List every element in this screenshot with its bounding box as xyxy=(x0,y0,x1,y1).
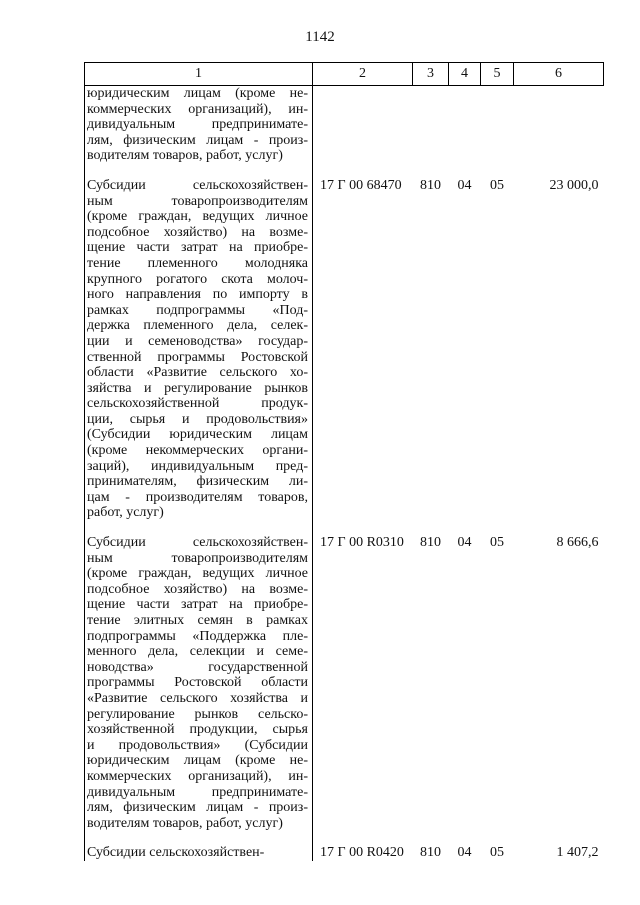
target-article-code: 17 Г 00 R0420 xyxy=(320,845,404,861)
description-line: подпрограммы «Поддержка пле- xyxy=(87,628,308,644)
description-line: коммерческих организаций), ин- xyxy=(87,101,308,117)
description-line: ного направления по импорту в xyxy=(87,287,308,303)
description-line: крупного рогатого скота молоч- xyxy=(87,271,308,287)
section-code: 04 xyxy=(457,177,472,193)
amount-value xyxy=(514,86,604,164)
table-row xyxy=(85,845,604,861)
section-code: 04 xyxy=(457,535,472,551)
description-line: дивидуальным предпринимате- xyxy=(87,784,308,800)
page-number: 1142 xyxy=(305,29,335,45)
description-line: тение элитных семян в рамках xyxy=(87,613,308,628)
column-header: 6 xyxy=(514,63,604,86)
row-spacer xyxy=(85,831,604,845)
description-line: (кроме граждан, ведущих личное xyxy=(87,209,308,225)
row-spacer xyxy=(85,521,604,535)
description-line: менного дела, селекции и семе- xyxy=(87,644,308,660)
column-header: 3 xyxy=(413,63,449,86)
expense-type-code: 810 xyxy=(420,845,441,861)
description-line: цам - производителям товаров, xyxy=(87,489,308,505)
description-line: (Субсидии юридическим лицам xyxy=(87,427,308,443)
description-line: щение части затрат на приобре- xyxy=(87,240,308,256)
description-line: юридическим лицам (кроме не- xyxy=(87,86,308,101)
description-line: дивидуальным предпринимате- xyxy=(87,117,308,133)
description-line: (кроме некоммерческих органи- xyxy=(87,443,308,459)
description-line: водителям товаров, работ, услуг) xyxy=(87,815,283,831)
column-header: 1 xyxy=(85,63,313,86)
description-line: Субсидии сельскохозяйствен- xyxy=(87,535,308,551)
column-header: 5 xyxy=(481,63,514,86)
description-line: щение части затрат на приобре- xyxy=(87,597,308,613)
description-line: подсобное хозяйство) на возме- xyxy=(87,581,308,597)
description-line: зяйства и регулирование рынков xyxy=(87,380,308,396)
row-description xyxy=(85,178,313,521)
description-line: ным товаропроизводителям xyxy=(87,193,308,209)
expense-type-code: 810 xyxy=(420,535,441,551)
description-line: рамках подпрограммы «Под- xyxy=(87,302,308,318)
description-line: ции, сырья и продовольствия» xyxy=(87,411,308,427)
description-line: программы Ростовской области xyxy=(87,675,308,691)
description-line: заций), индивидуальным пред- xyxy=(87,458,308,474)
column-header: 2 xyxy=(313,63,413,86)
row-description xyxy=(85,845,313,861)
target-article-code xyxy=(313,86,413,164)
description-line: юридическим лицам (кроме не- xyxy=(87,753,308,769)
description-line: (кроме граждан, ведущих личное xyxy=(87,566,308,582)
description-line: лям, физическим лицам - произ- xyxy=(87,132,308,148)
description-line: водителям товаров, работ, услуг) xyxy=(87,148,283,164)
description-line: «Развитие сельского хозяйства и xyxy=(87,690,308,706)
description-line: сельскохозяйственной продук- xyxy=(87,396,308,412)
description-line: лям, физическим лицам - произ- xyxy=(87,800,308,816)
description-line: ным товаропроизводителям xyxy=(87,550,308,566)
section-code: 04 xyxy=(457,845,472,861)
description-line: области «Развитие сельского хо- xyxy=(87,365,308,381)
description-line: тение племенного молодняка xyxy=(87,255,308,271)
expense-type-code xyxy=(413,86,449,164)
row-spacer xyxy=(85,164,604,178)
subsection-code xyxy=(481,86,514,164)
description-line: работ, услуг) xyxy=(87,505,164,521)
subsection-code: 05 xyxy=(490,845,504,861)
description-line: Субсидии сельскохозяйствен- xyxy=(87,177,308,193)
description-line: держка племенного дела, селек- xyxy=(87,318,308,334)
row-description xyxy=(85,86,313,164)
table-row xyxy=(85,535,604,831)
description-line: новодства» государственной xyxy=(87,659,308,675)
target-article-code: 17 Г 00 68470 xyxy=(320,177,402,193)
description-line: ственной программы Ростовской xyxy=(87,349,308,365)
description-line: принимателям, физическим ли- xyxy=(87,474,308,490)
subsection-code: 05 xyxy=(490,177,504,193)
amount-value: 23 000,0 xyxy=(549,177,599,193)
target-article-code: 17 Г 00 R0310 xyxy=(320,535,404,551)
amount-value: 8 666,6 xyxy=(556,535,599,551)
description-line: хозяйственной продукции, сырья xyxy=(87,722,308,738)
table-row xyxy=(85,86,604,164)
row-description xyxy=(85,535,313,831)
expense-type-code: 810 xyxy=(420,177,441,193)
description-line: ции и семеноводства» государ- xyxy=(87,333,308,349)
description-line: Субсидии сельскохозяйствен- xyxy=(87,845,265,861)
section-code xyxy=(449,86,481,164)
column-number-row xyxy=(85,63,604,86)
subsection-code: 05 xyxy=(490,535,504,551)
table-row xyxy=(85,178,604,521)
description-line: регулирование рынков сельско- xyxy=(87,706,308,722)
amount-value: 1 407,2 xyxy=(556,845,599,861)
column-header: 4 xyxy=(449,63,481,86)
description-line: подсобное хозяйство) на возме- xyxy=(87,224,308,240)
budget-table xyxy=(84,62,604,861)
description-line: и продовольствия» (Субсидии xyxy=(87,737,308,753)
description-line: коммерческих организаций), ин- xyxy=(87,768,308,784)
